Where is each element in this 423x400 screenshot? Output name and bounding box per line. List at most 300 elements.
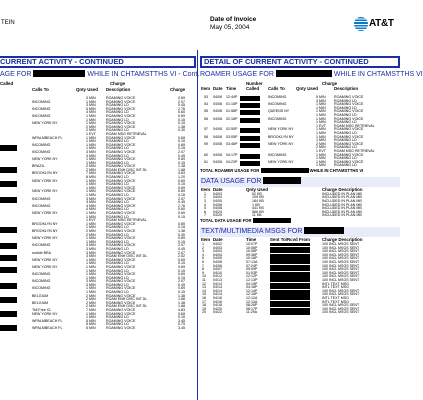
charge-cell: 0.15 <box>178 290 185 295</box>
col-item: Item <box>201 186 211 192</box>
charge-cell: 0.69 <box>178 236 185 241</box>
item-cell: 2 <box>204 195 206 200</box>
redaction-box <box>240 118 260 123</box>
col-called: Called <box>246 86 260 91</box>
description-cell: ROAMING LD <box>334 156 357 161</box>
description-cell: INCLUDED IN PLAN MB <box>322 199 362 204</box>
date-cell: 04/02 <box>213 242 222 247</box>
qnty-cell: 2 MIN <box>86 228 96 233</box>
qnty-cell: 1 MIN <box>86 257 96 262</box>
col-calls-to: Calls To <box>268 86 285 91</box>
qnty-cell: 1 MIN <box>86 236 96 241</box>
description-cell: ROAMING VOICE <box>106 318 136 323</box>
description-cell: INTL TEXT MSG <box>322 295 349 300</box>
description-cell: ROAMING VOICE <box>106 250 136 255</box>
charge-cell: 0.15 <box>178 214 185 219</box>
charge-cell: 0.30 <box>178 232 185 237</box>
charge-cell: 0.69 <box>178 142 185 147</box>
charge-cell: 0.30 <box>178 128 185 133</box>
charge-cell: 0.45 <box>178 200 185 205</box>
item-cell: 58 <box>204 134 208 139</box>
charge-cell: 0.69 <box>178 113 185 118</box>
redaction-box <box>240 143 260 148</box>
calls-to-cell: NEW YORK NY <box>268 141 294 146</box>
calls-to-cell: INCOMING <box>32 149 51 154</box>
calls-to-cell: NEW YORK NY <box>32 264 58 269</box>
calls-to-cell: INCOMING <box>268 152 287 157</box>
data-total <box>200 218 400 224</box>
qnty-cell: 1 MIN <box>86 193 96 198</box>
description-cell: ROAMING LD <box>106 207 129 212</box>
description-cell: INCLUDED IN PLAN MB <box>322 206 362 211</box>
description-cell: ROAMING VOICE <box>106 157 136 162</box>
description-cell: ROAMING VOICE <box>106 135 136 140</box>
qnty-cell: 441 KB <box>252 206 264 211</box>
item-cell: 18 <box>202 303 206 308</box>
qnty-cell: 5 MIN <box>86 322 96 327</box>
qnty-cell: 11 KB <box>252 213 262 218</box>
data-usage-title <box>200 177 400 187</box>
charge-cell: 0.15 <box>178 225 185 230</box>
qnty-cell: 1 EVT <box>316 148 326 153</box>
description-cell: ROAMING VOICE <box>106 196 136 201</box>
qnty-cell: 1 MIN <box>316 109 326 114</box>
calls-to-cell: NEW YORK NY <box>32 157 58 162</box>
description-cell: 100 INCL MSGS SENT <box>322 256 360 261</box>
description-cell: 100 INCL MSGS SENT <box>322 274 360 279</box>
left-section-title: CURRENT ACTIVITY - CONTINUED <box>0 56 196 68</box>
description-cell: 100 INCL MSGS SENT <box>322 277 360 282</box>
time-cell: 04:23P <box>226 159 238 164</box>
charge-cell: 2.07 <box>178 279 185 284</box>
qnty-cell: 3 MIN <box>86 153 96 158</box>
description-cell: 100 INCL MSGS SENT <box>322 263 360 268</box>
date-cell: 04/12 <box>213 274 222 279</box>
calls-to-cell: NEW YORK NY <box>32 236 58 241</box>
qnty-cell: 3 MIN <box>86 96 96 100</box>
item-cell: 20 <box>202 310 206 315</box>
description-cell: ROAM MSG RETRIEVAL <box>334 123 375 128</box>
qnty-cell: 1 MIN <box>86 185 96 190</box>
calls-to-cell: BRAZIL <box>32 164 45 169</box>
description-cell: ROAMING VOICE <box>106 236 136 241</box>
charge-cell: 0.69 <box>178 257 185 262</box>
col-calls-to: Calls To <box>32 87 49 92</box>
calls-to-cell: INCOMING <box>32 142 51 147</box>
item-cell: 3 <box>202 249 204 254</box>
invoice-date-value: May 05, 2004 <box>210 24 250 31</box>
col-desc: Charge Description <box>322 237 363 243</box>
description-cell: ROAMING LD <box>106 182 129 187</box>
item-cell: 59 <box>204 141 208 146</box>
calls-to-cell: INCOMING <box>32 286 51 291</box>
charge-cell: 0.15 <box>178 139 185 144</box>
date-cell: 04/20 <box>213 306 222 311</box>
description-cell: ROAMING LD <box>334 163 357 168</box>
date-cell: 04/05 <box>213 199 222 204</box>
time-cell: 11:29A <box>246 310 258 315</box>
qnty-cell: 1 MIN <box>86 311 96 316</box>
qnty-cell: 1 EVT <box>86 218 96 223</box>
col-charge: Charge <box>170 87 186 92</box>
description-cell: ROAMING VOICE <box>106 272 136 277</box>
qnty-cell: 1 MIN <box>316 120 326 125</box>
item-cell: 15 <box>202 292 206 297</box>
item-cell: 6 <box>202 260 204 264</box>
qnty-cell: 3 MIN <box>86 149 96 154</box>
qnty-cell: 184 KB <box>252 199 264 204</box>
qnty-cell: 3 MIN <box>86 282 96 287</box>
right-subtitle-suffix: WHILE IN CHTAMSTTHS VI <box>333 71 423 78</box>
qnty-cell: 2 MIN <box>86 167 96 172</box>
charge-cell: 2.07 <box>178 196 185 201</box>
item-cell: 17 <box>202 299 206 304</box>
description-cell: ROAMING LD <box>106 175 129 180</box>
date-cell: 04/24 <box>213 209 222 214</box>
redaction-box <box>240 96 260 101</box>
charge-cell: 0.69 <box>178 157 185 162</box>
date-cell: 04/06 <box>213 260 222 264</box>
time-cell: 02:50P <box>226 127 238 132</box>
date-cell: 04/07 <box>213 267 222 272</box>
redaction-box <box>240 110 260 115</box>
description-cell: ROAMING LD <box>106 268 129 273</box>
time-cell: 09:09P <box>246 267 258 272</box>
item-cell: 3 <box>204 199 206 204</box>
time-cell: 12:13P <box>246 277 258 282</box>
right-panel <box>200 56 423 400</box>
charge-cell: 1.38 <box>178 124 185 129</box>
charge-cell: 0.15 <box>178 261 185 266</box>
date-cell: 04/03 <box>213 191 222 196</box>
left-column-headers <box>0 80 196 97</box>
charge-cell: 0.69 <box>178 264 185 269</box>
charge-cell: 2.76 <box>178 106 185 111</box>
description-cell: ROAM ENH DISC INT DL <box>106 304 148 309</box>
qnty-cell: 3 MIN <box>86 250 96 255</box>
qnty-cell: 3 MIN <box>86 243 96 248</box>
time-cell: 04:17P <box>226 152 238 157</box>
time-cell: 12:44P <box>226 95 238 99</box>
time-cell: 01:03P <box>246 270 258 275</box>
description-cell: ROAM MSG RETRIEVAL <box>106 218 147 223</box>
charge-cell: 2.07 <box>178 243 185 248</box>
calls-to-cell: INCOMING <box>268 95 287 99</box>
qnty-cell: 1 MIN <box>86 178 96 183</box>
description-cell: ROAM ENH DISC INT DL <box>106 167 148 172</box>
date-cell: 04/22 <box>213 310 222 315</box>
calls-to-cell: BROOKLYN NY <box>32 171 58 176</box>
qnty-cell: 1 MIN <box>86 189 96 194</box>
description-cell: ROAMING VOICE <box>106 326 136 330</box>
date-cell: 04/10 <box>213 270 222 275</box>
time-cell: 01:58P <box>226 109 238 114</box>
time-cell: 01:15P <box>226 102 238 107</box>
qnty-cell: 7 MIN <box>86 308 96 313</box>
charge-cell: 0.69 <box>178 211 185 215</box>
left-subtitle-prefix: AGE FOR <box>0 71 32 78</box>
time-cell: 12:14P <box>246 288 258 293</box>
qnty-cell: 5 MIN <box>86 326 96 330</box>
col-date: Date <box>213 186 223 192</box>
item-cell: 12 <box>202 281 206 286</box>
description-cell: 100 INCL MSGS SENT <box>322 288 360 293</box>
left-subtitle <box>0 70 200 80</box>
description-cell: ROAMING VOICE <box>106 211 136 215</box>
data-total-text: TOTAL DATA USAGE FOR <box>200 218 252 224</box>
qnty-cell: 1 MIN <box>86 146 96 151</box>
qnty-cell: 1 MIN <box>86 135 96 140</box>
calls-to-cell: INCOMING <box>32 243 51 248</box>
date-cell: 04/03 <box>213 245 222 250</box>
qnty-cell: 1 MIN <box>316 116 326 121</box>
item-cell: 8 <box>202 267 204 272</box>
time-cell: 12:12P <box>246 274 258 279</box>
qnty-cell: 1 EVT <box>316 123 326 128</box>
date-cell: 04/06 <box>213 95 222 99</box>
charge-cell: 1.68 <box>178 297 185 302</box>
redaction-box <box>240 154 260 159</box>
description-cell: ROAMING LD <box>106 128 129 133</box>
description-cell: ROAMING VOICE <box>334 95 364 99</box>
qnty-cell: 1 MIN <box>86 221 96 226</box>
description-cell: ROAMING VOICE <box>106 106 136 111</box>
time-cell: 03:46P <box>226 141 238 146</box>
item-cell: 4 <box>202 252 204 257</box>
qnty-cell: 1 MIN <box>86 239 96 244</box>
charge-cell: 2.52 <box>178 254 185 259</box>
item-cell: 19 <box>202 306 206 311</box>
description-cell: ROAMING LD <box>334 145 357 150</box>
description-cell: ROAMING VOICE <box>106 178 136 183</box>
date-cell: 04/08 <box>213 141 222 146</box>
globe-icon <box>354 17 368 31</box>
left-call-table <box>0 97 196 331</box>
charge-cell: 2.07 <box>178 149 185 154</box>
description-cell: ROAMING LD <box>106 103 129 108</box>
time-cell: 07:24P <box>246 263 258 268</box>
description-cell: ROAMING LD <box>106 153 129 158</box>
description-cell: INCLUDED IN PLAN MB <box>322 202 362 207</box>
qnty-cell: 566 KB <box>252 209 264 214</box>
qnty-cell: 1 MIN <box>86 157 96 162</box>
charge-cell: 1.20 <box>178 175 185 180</box>
date-cell: 04/18 <box>213 303 222 308</box>
description-cell: ROAMING VOICE <box>106 189 136 194</box>
redaction-box <box>240 103 260 108</box>
calls-to-cell: NEW YORK NY <box>32 211 58 215</box>
charge-cell: 0.15 <box>178 182 185 187</box>
col-time: Time <box>226 86 237 91</box>
qnty-cell: 3 MIN <box>86 254 96 259</box>
qnty-cell: 1 MIN <box>86 182 96 187</box>
qnty-cell: 1 MIN <box>86 225 96 230</box>
description-cell: 100 INCL MSGS SENT <box>322 249 360 254</box>
description-cell: 100 INCL MSGS SENT <box>322 260 360 264</box>
time-cell: 10:06P <box>246 245 258 250</box>
item-cell: 5 <box>202 256 204 261</box>
description-cell: INCLUDED IN PLAN MB <box>322 191 362 196</box>
item-cell: 2 <box>202 245 204 250</box>
description-cell: ROAMING LD <box>106 275 129 280</box>
qnty-cell: 8 MIN <box>86 175 96 180</box>
item-cell: 7 <box>204 213 206 218</box>
qnty-cell: 1 MIN <box>316 163 326 168</box>
description-cell: ROAMING VOICE <box>106 164 136 169</box>
description-cell: ROAMING LD <box>334 120 357 125</box>
table-row <box>0 327 196 331</box>
date-cell: 04/14 <box>213 292 222 297</box>
redaction-box <box>270 311 310 314</box>
calls-to-cell: WPALMBEACH FL <box>32 318 63 323</box>
roam-total <box>200 168 400 174</box>
qnty-cell: 7 MIN <box>86 171 96 176</box>
description-cell: ROAMING VOICE <box>106 257 136 262</box>
description-cell: ROAMING VOICE <box>106 185 136 190</box>
description-cell: ROAMING LD <box>334 105 357 110</box>
item-cell: 1 <box>202 242 204 247</box>
item-cell: 13 <box>202 285 206 290</box>
charge-cell: 4.83 <box>178 171 185 176</box>
time-cell: 04:18P <box>246 285 258 290</box>
description-cell: ROAMING VOICE <box>106 243 136 248</box>
charge-cell: 0.15 <box>178 268 185 273</box>
description-cell: ROAM MSG RETRIEVAL <box>334 148 375 153</box>
description-cell: ROAMING LD <box>334 130 357 135</box>
description-cell: INCLUDED IN PLAN MB <box>322 213 362 218</box>
charge-cell: 0.15 <box>178 239 185 244</box>
text-msgs-title-text: TEXT/MULTIMEDIA MSGS FOR <box>201 228 303 236</box>
description-cell: ROAMING VOICE <box>106 171 136 176</box>
description-cell: ROAMING VOICE <box>106 300 136 305</box>
calls-to-cell: INCOMING <box>268 116 287 121</box>
item-cell: 1 <box>204 191 206 196</box>
description-cell: ROAMING VOICE <box>106 279 136 284</box>
redaction-box <box>240 128 260 133</box>
time-cell: 12:16P <box>246 292 258 297</box>
calls-to-cell: BELGIUM <box>32 293 49 298</box>
time-cell: 08:26P <box>246 303 258 308</box>
col-charge-top: Charge <box>110 81 126 86</box>
charge-cell: 2.07 <box>178 99 185 104</box>
charge-cell: 0.15 <box>178 193 185 198</box>
description-cell: 100 INCL MSGS SENT <box>322 245 360 250</box>
description-cell: ROAMING VOICE <box>106 149 136 154</box>
calls-to-cell: BROOKLYN NY <box>32 221 58 226</box>
time-cell: 04:15P <box>246 281 258 286</box>
description-cell: ROAMING LD <box>106 239 129 244</box>
time-cell: 07:13A <box>246 260 258 264</box>
qnty-cell: 1 MIN <box>86 142 96 147</box>
roam-column-headers <box>200 80 400 96</box>
calls-to-cell: BROOKLYN NY <box>32 228 58 233</box>
description-cell: ROAMING VOICE <box>106 311 136 316</box>
calls-to-cell: INCOMING <box>32 279 51 284</box>
item-cell: 9 <box>202 270 204 275</box>
description-cell: 100 INCL MSGS SENT <box>322 267 360 272</box>
charge-cell: 0.15 <box>178 160 185 165</box>
col-qnty: Qnty Used <box>296 86 318 91</box>
description-cell: ROAM ENH DISC INT DL <box>106 254 148 259</box>
description-cell: ROAMING LD <box>106 139 129 144</box>
item-cell: 56 <box>204 116 208 121</box>
col-called: Called <box>0 81 14 86</box>
att-logo-text: AT&T <box>369 18 394 29</box>
col-desc: Charge Description <box>322 186 363 192</box>
charge-cell: 0.69 <box>178 189 185 194</box>
date-cell: 04/08 <box>213 109 222 114</box>
item-cell: 11 <box>202 277 206 282</box>
time-cell: 10:06P <box>246 249 258 254</box>
date-cell: 04/08 <box>213 206 222 211</box>
description-cell: ROAMING LD <box>106 225 129 230</box>
qnty-cell: 1 MIN <box>86 315 96 320</box>
description-cell: ROAMING LD <box>106 261 129 266</box>
calls-to-cell: BROOKLYN NY <box>268 134 294 139</box>
calls-to-cell: WPALMBEACH FL <box>32 135 63 140</box>
date-cell: 04/14 <box>213 285 222 290</box>
qnty-cell: 1 MIN <box>316 134 326 139</box>
description-cell: ROAM MSG RETRIEVAL <box>106 131 147 136</box>
right-subtitle <box>200 70 423 80</box>
charge-cell: 1.68 <box>178 167 185 172</box>
qnty-cell: 1 MIN <box>86 268 96 273</box>
description-cell: ROAM ENH DISC INT DL <box>106 297 148 302</box>
description-cell: ROAMING LD <box>106 200 129 205</box>
calls-to-cell: WPALMBEACH FL <box>32 326 63 330</box>
date-cell: 04/13 <box>213 277 222 282</box>
description-cell: INTL TEXT MSG <box>322 299 349 304</box>
qnty-cell: 1 MIN <box>316 152 326 157</box>
description-cell: ROAMING LD <box>106 290 129 295</box>
item-cell: 57 <box>204 127 208 132</box>
description-cell: ROAMING LD <box>106 246 129 251</box>
qnty-cell: 2 MIN <box>86 128 96 133</box>
item-cell: 53 <box>204 95 208 99</box>
date-cell: 04/06 <box>213 263 222 268</box>
calls-to-cell: QUEENS NY <box>268 109 290 114</box>
charge-cell: 0.60 <box>178 110 185 115</box>
charge-cell: 0.15 <box>178 146 185 151</box>
description-cell: ROAMING VOICE <box>106 228 136 233</box>
description-cell: ROAMING VOICE <box>106 308 136 313</box>
date-cell: 04/08 <box>213 102 222 107</box>
description-cell: ROAMING VOICE <box>106 286 136 291</box>
qnty-cell: 1 MIN <box>86 99 96 104</box>
calls-to-cell: NEW YORK NY <box>268 127 294 132</box>
date-cell: 04/16 <box>213 299 222 304</box>
qnty-cell: 1 MIN <box>86 121 96 126</box>
qnty-cell: 1 MIN <box>86 160 96 165</box>
qnty-cell: 2 MIN <box>86 297 96 302</box>
charge-cell: 1.68 <box>178 304 185 309</box>
charge-cell: 0.69 <box>178 286 185 291</box>
description-cell: ROAMING VOICE <box>106 142 136 147</box>
description-cell: ROAMING VOICE <box>334 109 364 114</box>
item-cell: 55 <box>204 109 208 114</box>
qnty-cell: 3 MIN <box>86 246 96 251</box>
time-cell: 03:05P <box>226 134 238 139</box>
qnty-cell: 109 KB <box>252 195 264 200</box>
charge-cell: 0.15 <box>178 121 185 126</box>
qnty-cell: 2 MIN <box>86 293 96 298</box>
col-date: Date <box>213 86 223 91</box>
charge-cell: 2.76 <box>178 203 185 208</box>
description-cell: ROAMING VOICE <box>334 152 364 157</box>
time-cell: 10:07P <box>246 242 258 247</box>
description-cell: ROAMING VOICE <box>334 116 364 121</box>
text-msgs-title <box>200 227 400 237</box>
